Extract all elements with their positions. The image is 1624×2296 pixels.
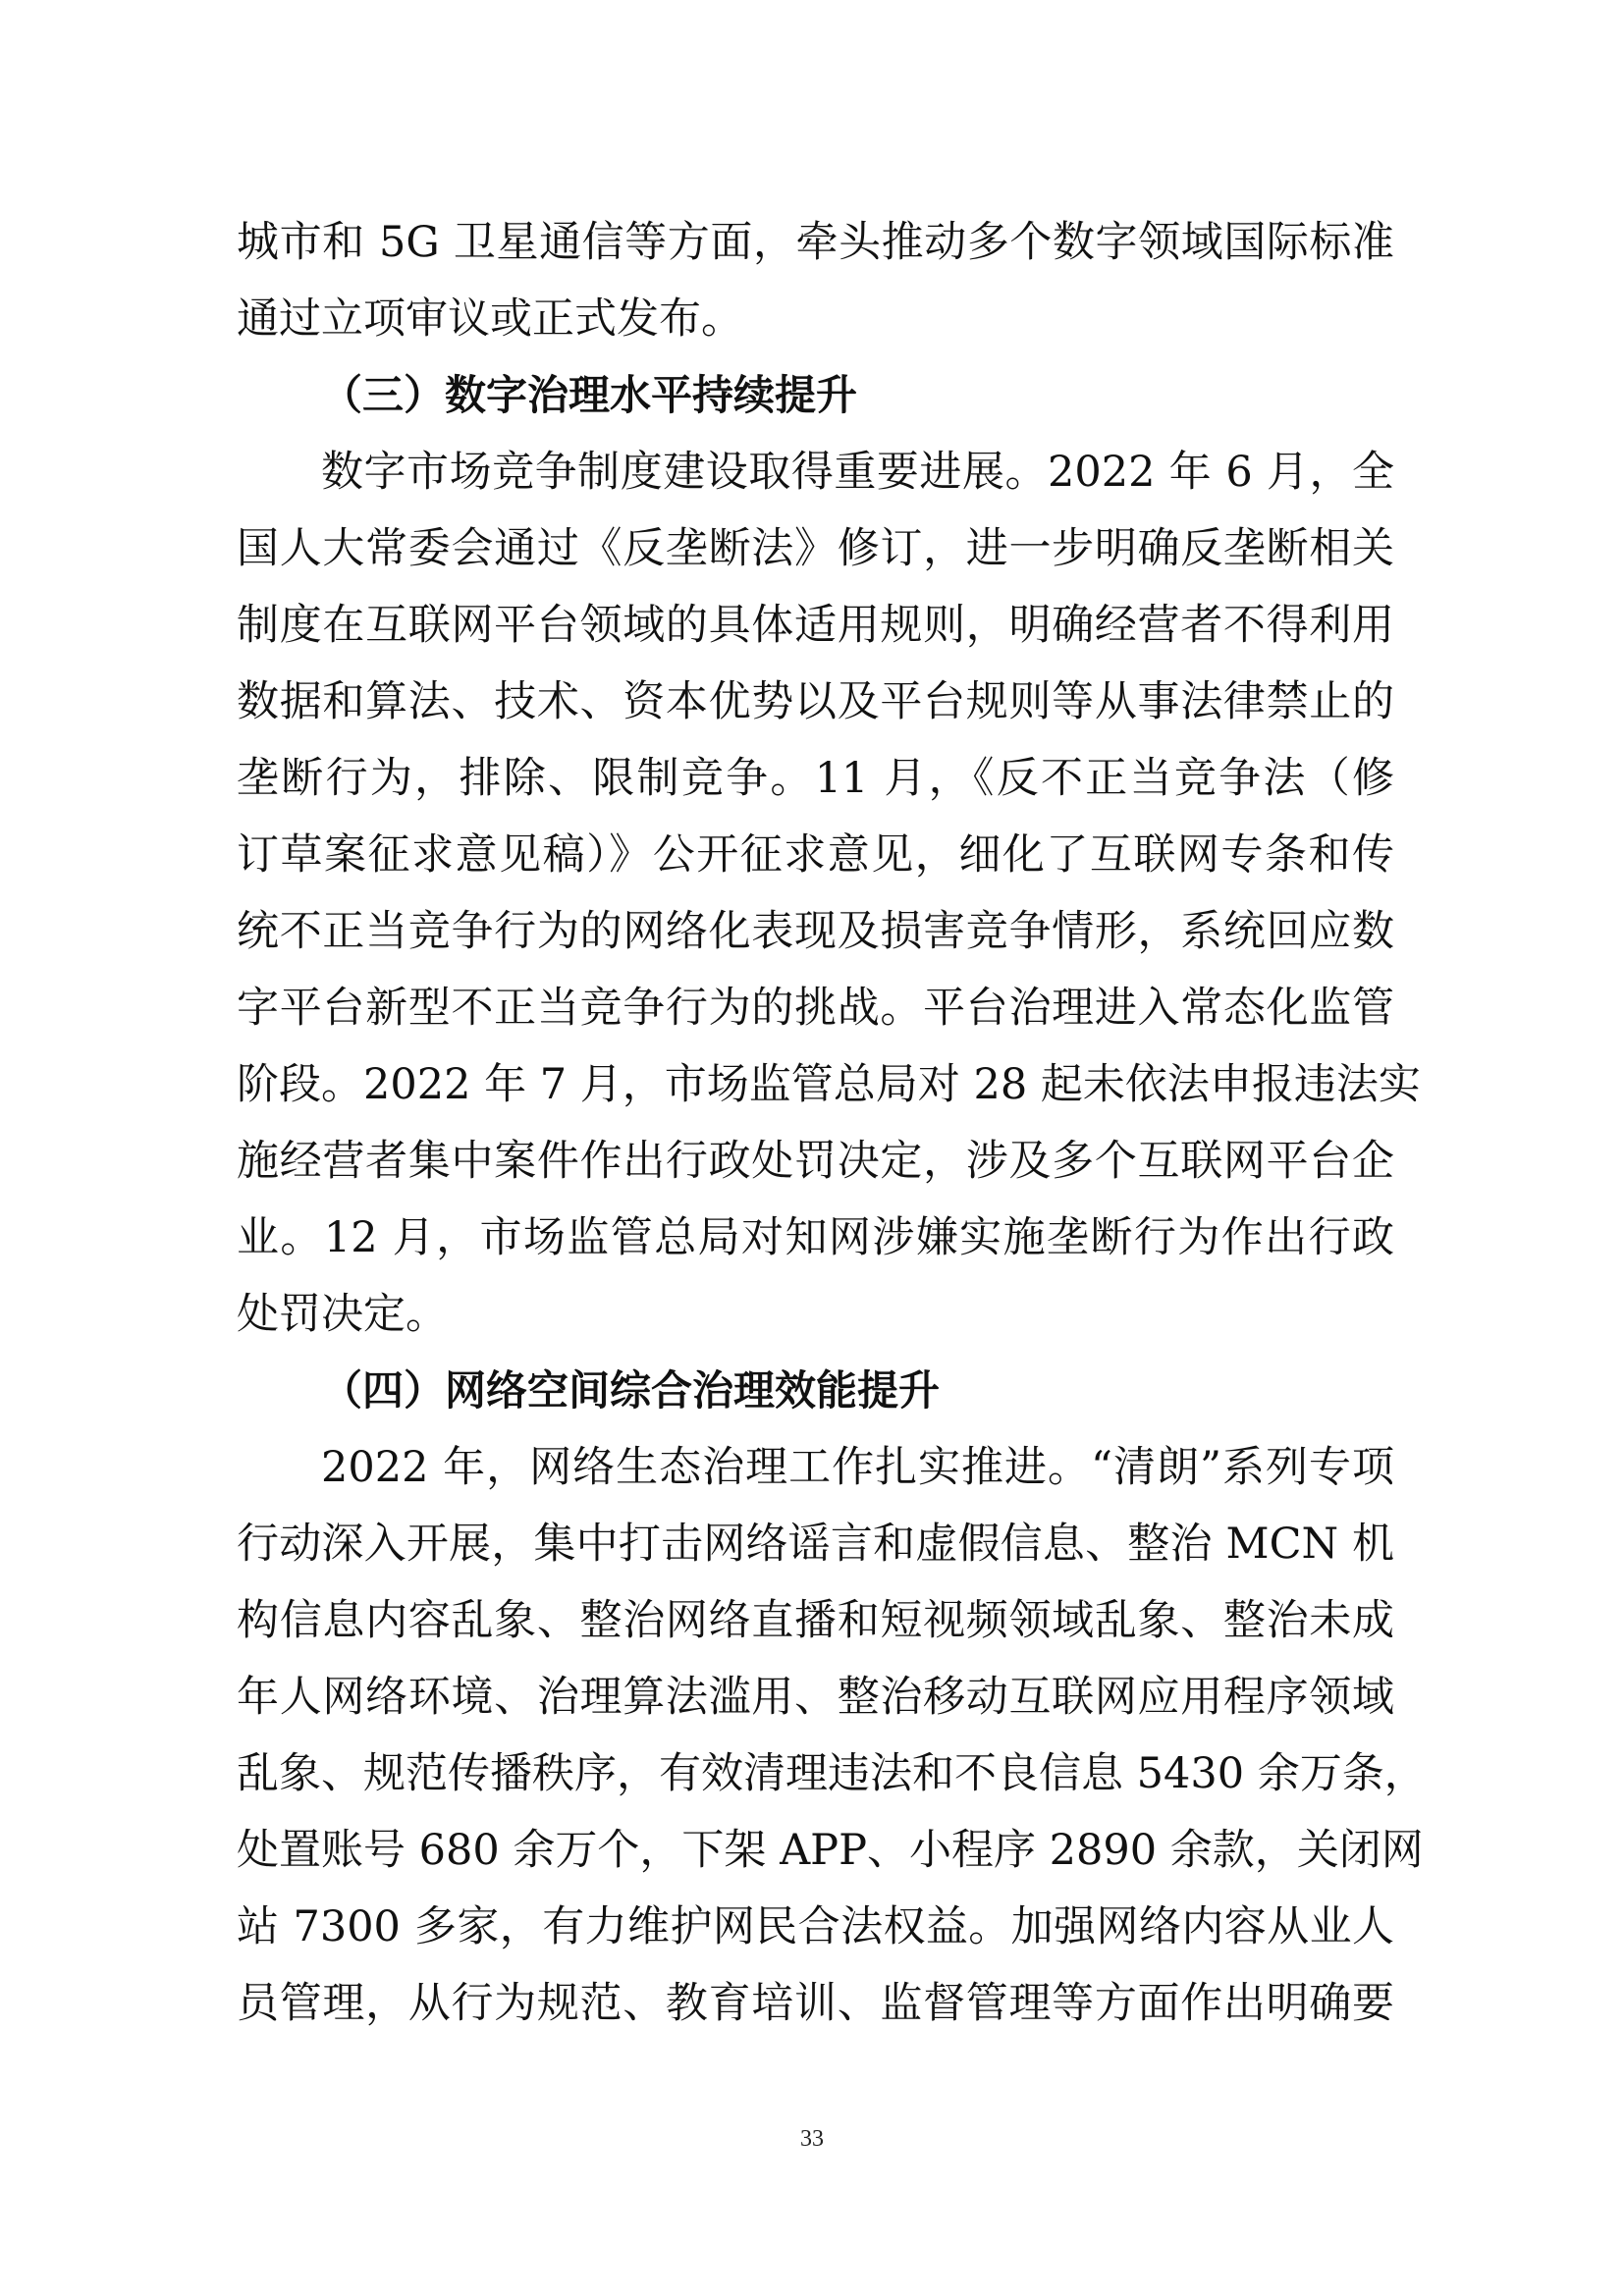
text-line: 订草案征求意见稿）》公开征求意见，细化了互联网专条和传: [237, 830, 1394, 880]
page-number: 33: [800, 2126, 824, 2152]
body-text: [237, 204, 1427, 2042]
section-heading: （四）网络空间综合治理效能提升: [321, 1366, 941, 1415]
text-line: 垄断行为，排除、限制竞争。11 月，《反不正当竞争法（修: [237, 754, 1394, 803]
text-line: 国人大常委会通过《反垄断法》修订，进一步明确反垄断相关: [237, 524, 1394, 573]
text-line: 站 7300 多家，有力维护网民合法权益。加强网络内容从业人: [237, 1902, 1394, 1951]
text-line: 通过立项审议或正式发布。: [237, 294, 743, 344]
text-line: 施经营者集中案件作出行政处罚决定，涉及多个互联网平台企: [237, 1137, 1394, 1186]
text-line: 字平台新型不正当竞争行为的挑战。平台治理进入常态化监管: [237, 984, 1394, 1033]
text-line: 阶段。2022 年 7 月，市场监管总局对 28 起未依法申报违法实: [237, 1060, 1421, 1109]
text-line: 行动深入开展，集中打击网络谣言和虚假信息、整治 MCN 机: [237, 1520, 1394, 1569]
text-line: 乱象、规范传播秩序，有效清理违法和不良信息 5430 余万条，: [237, 1749, 1427, 1798]
text-line: 城市和 5G 卫星通信等方面，牵头推动多个数字领域国际标准: [237, 218, 1394, 267]
text-line: 数据和算法、技术、资本优势以及平台规则等从事法律禁止的: [237, 677, 1394, 726]
text-line: 年人网络环境、治理算法滥用、整治移动互联网应用程序领域: [237, 1673, 1394, 1722]
text-line: 处置账号 680 余万个，下架 APP、小程序 2890 余款，关闭网: [237, 1826, 1424, 1875]
text-line: 数字市场竞争制度建设取得重要进展。2022 年 6 月，全: [321, 448, 1394, 497]
section-heading: （三）数字治理水平持续提升: [321, 371, 858, 419]
text-line: 制度在互联网平台领域的具体适用规则，明确经营者不得利用: [237, 601, 1394, 650]
text-line: 处罚决定。: [237, 1290, 448, 1339]
text-line: 2022 年，网络生态治理工作扎实推进。“清朗”系列专项: [321, 1443, 1394, 1492]
text-line: 构信息内容乱象、整治网络直播和短视频领域乱象、整治未成: [237, 1596, 1394, 1645]
text-line: 业。12 月，市场监管总局对知网涉嫌实施垄断行为作出行政: [237, 1213, 1394, 1262]
text-line: 统不正当竞争行为的网络化表现及损害竞争情形，系统回应数: [237, 907, 1394, 956]
text-line: 员管理，从行为规范、教育培训、监督管理等方面作出明确要: [237, 1979, 1394, 2028]
